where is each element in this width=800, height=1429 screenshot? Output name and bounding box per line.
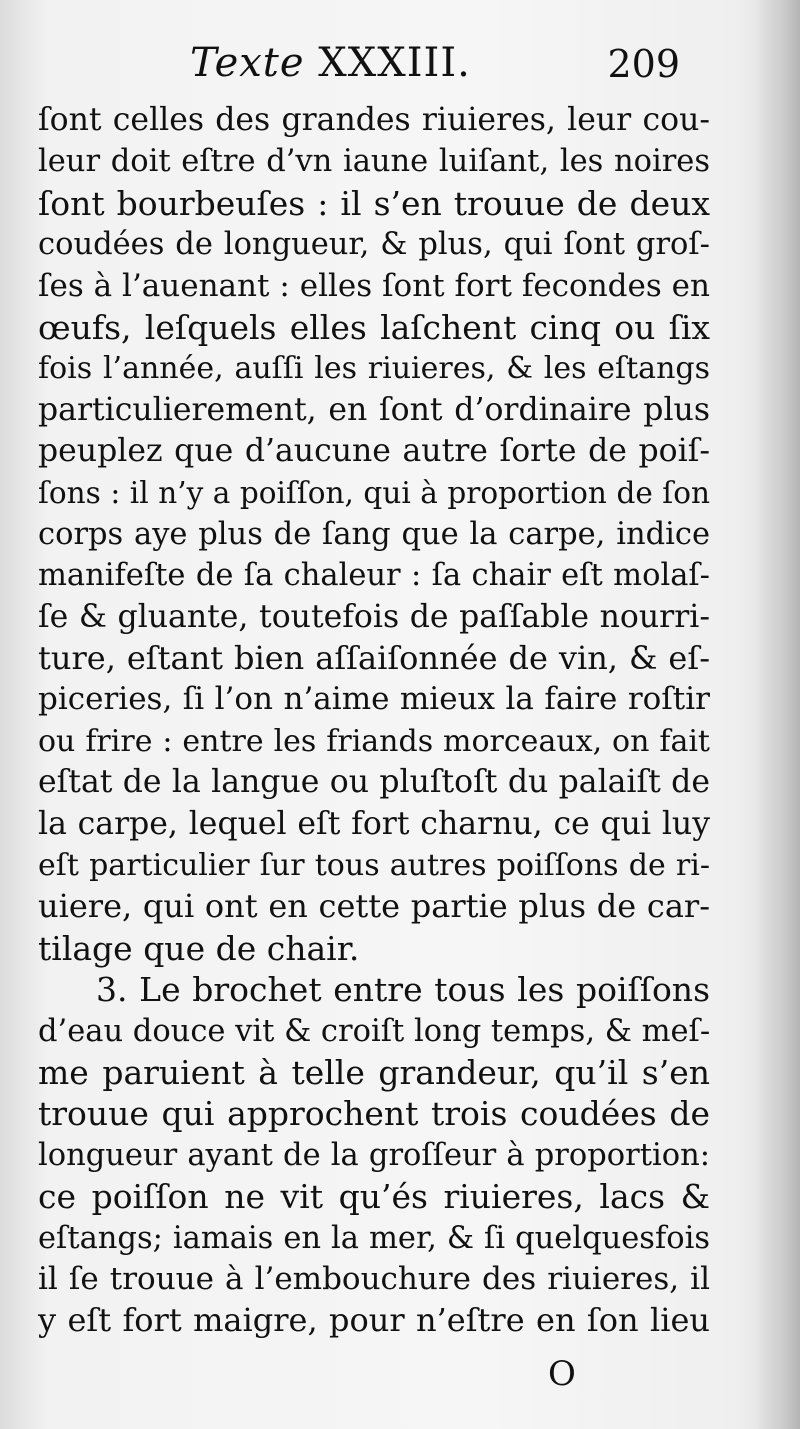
page-header: [190, 40, 690, 100]
page-number: 209: [607, 42, 680, 86]
text-line: ou frire : entre les friands morceaux, on fait: [38, 723, 710, 759]
text-line: peuplez que d’aucune autre ſorte de poiſ-: [38, 433, 710, 470]
text-line: ture, eſtant bien aſſaiſonnée de vin, & eſ-: [38, 639, 710, 678]
paragraph-end-line: tilage que de chair.: [38, 928, 360, 968]
text-line: ſe & gluante, toutefois de paſſable nourri-: [38, 598, 710, 635]
text-line: il ſe trouue à l’embouchure des riuieres, il: [38, 1260, 710, 1297]
text-line: uiere, qui ont en cette partie plus de car-: [38, 887, 710, 926]
text-line: coudées de longueur, & plus, qui ſont groſ-: [38, 227, 710, 263]
paragraph-start-line: 3. Le brochet entre tous les poiſſons: [96, 970, 710, 1010]
text-line: d’eau douce vit & croiſt long temps, & meſ-: [38, 1013, 710, 1049]
running-title: [190, 40, 471, 86]
text-line: la carpe, lequel eſt fort charnu, ce qui luy: [38, 805, 710, 842]
text-line: eſtangs; iamais en la mer, & ſi quelquesfois: [38, 1220, 710, 1256]
text-line: longueur ayant de la groſſeur à proportion:: [38, 1137, 710, 1173]
text-line: leur doit eſtre d’vn iaune luiſant, les noires: [38, 144, 710, 180]
running-title-number: XXXIII.: [318, 40, 471, 86]
text-line: corps aye plus de ſang que la carpe, indice: [38, 516, 710, 552]
page-gutter-shadow: [756, 0, 800, 1429]
text-line: ſons : il n’y a poiſſon, qui à proportion de ſon: [38, 475, 710, 510]
text-line: fois l’année, auſſi les riuieres, & les eſtangs: [38, 351, 710, 387]
running-title-word: Texte: [190, 40, 305, 86]
body-text: [38, 100, 710, 1342]
text-line: ſes à l’auenant : elles ſont fort fecondes en: [38, 267, 710, 304]
text-line: eſtat de la langue ou pluſtoſt du palaiſt de: [38, 764, 710, 801]
text-line: particulierement, en ſont d’ordinaire plus: [38, 391, 710, 428]
text-line: trouue qui approchent trois coudées de: [38, 1094, 710, 1134]
text-line: piceries, ſi l’on n’aime mieux la faire roſtir: [38, 681, 710, 718]
text-line: me paruient à telle grandeur, qu’il s’en: [38, 1052, 710, 1092]
text-line: œufs, leſquels elles laſchent cinq ou ſix: [38, 307, 710, 347]
signature-mark: O: [548, 1354, 576, 1394]
text-line: manifeſte de ſa chaleur : ſa chair eſt molaſ-: [38, 558, 710, 594]
text-line: ſont bourbeuſes : il s’en trouue de deux: [38, 183, 710, 223]
text-line: ce poiſſon ne vit qu’és riuieres, lacs &: [38, 1177, 710, 1217]
text-line: eſt particulier ſur tous autres poiſſons de ri-: [38, 848, 710, 884]
text-line: y eſt fort maigre, pour n’eſtre en ſon lieu: [38, 1301, 710, 1340]
text-line: ſont celles des grandes riuieres, leur cou-: [38, 102, 710, 138]
